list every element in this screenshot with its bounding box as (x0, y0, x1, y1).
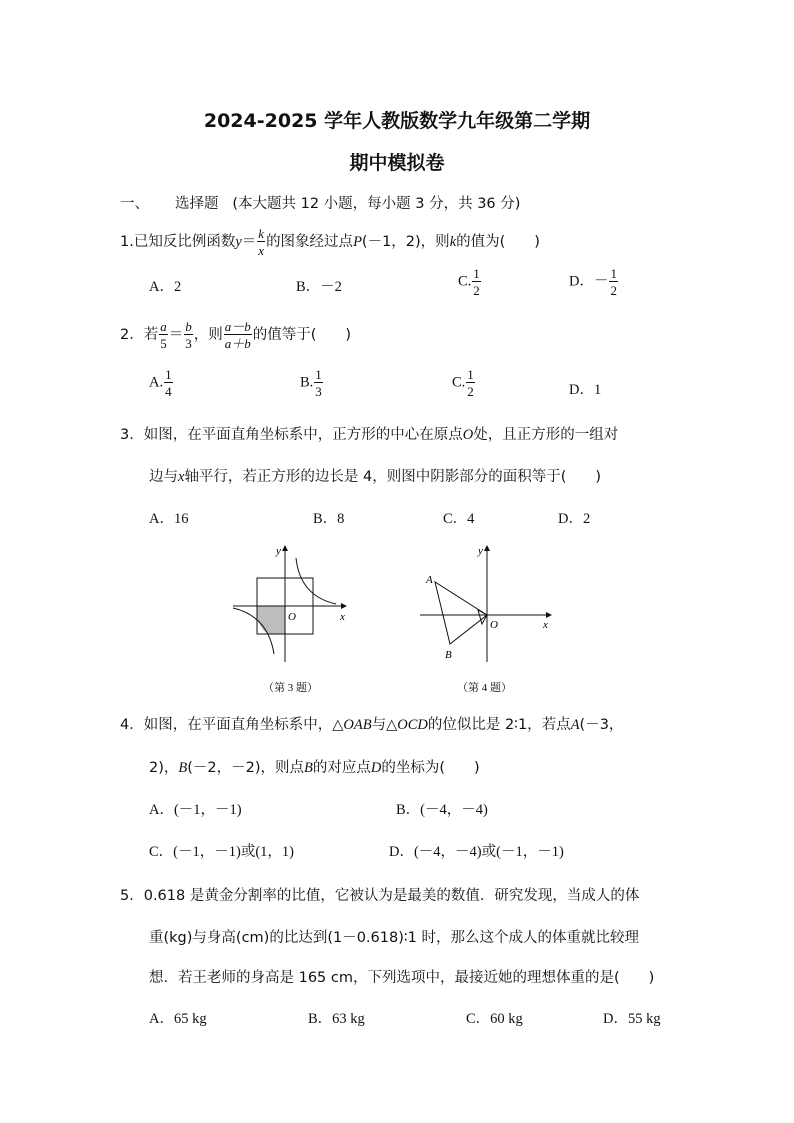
q2-c-den: 2 (467, 384, 474, 399)
q1-frac-den: x (258, 243, 265, 258)
q2-equals: ＝ (168, 327, 184, 343)
fig4-point-a-label: A (426, 574, 433, 586)
q1-d-num: 1 (610, 266, 617, 281)
q1-option-b: B．－2 (296, 279, 342, 295)
q2-c-num: 1 (467, 367, 474, 382)
q1-option-d (569, 267, 619, 297)
q2-main-den: a＋b (224, 336, 251, 351)
q2-frac-a5 (159, 320, 168, 350)
q1-c-fraction (472, 267, 481, 297)
fig4-point-b-label: B (445, 649, 452, 661)
q2-b-label: B. (300, 374, 314, 391)
q4-line2-b: (－2，－2)，则点 (187, 760, 305, 776)
section-name: 选择题 (175, 196, 219, 212)
q5-option-a: A．65 kg (149, 1011, 207, 1027)
q3-x: x (178, 469, 185, 485)
fig3-shaded-region (257, 606, 285, 634)
question-5-line3: 想．若王老师的身高是 165 cm，下列选项中，最接近她的理想体重的是( ) (149, 970, 655, 986)
q3-option-a: A．16 (149, 511, 189, 527)
q2-a-den: 4 (165, 384, 172, 399)
fig3-origin-label: O (288, 611, 296, 623)
q3-line1-b: 处，且正方形的一组对 (473, 427, 619, 443)
q3-line2-b: 轴平行，若正方形的边长是 4，则图中阴影部分的面积等于( ) (184, 469, 602, 485)
q4-option-b: B．(－4，－4) (396, 802, 488, 818)
fig4-y-label: y (478, 545, 483, 557)
q5-option-d: D．55 kg (603, 1011, 661, 1027)
q4-triangle-ocd: △OCD (386, 717, 428, 733)
q1-point-p: P (353, 234, 362, 250)
q1-d-fraction (609, 267, 618, 297)
question-3-line1 (120, 423, 618, 444)
page-subtitle: 期中模拟卷 (349, 152, 445, 174)
q4-triangle-oab: △OAB (332, 717, 372, 733)
q1-prefix: 1.已知反比例函数 (120, 234, 236, 250)
q1-equals: ＝ (241, 234, 257, 250)
q2-b-den: 3 (315, 384, 322, 399)
q4-point-b2: B (304, 760, 313, 776)
q4-line1-c: 的位似比是 2∶1，若点 (427, 717, 571, 733)
q1-y-var: y (235, 234, 242, 250)
question-5-line2: 重(kg)与身高(cm)的比达到(1－0.618)∶1 时，那么这个成人的体重就比较理 (149, 930, 639, 946)
q5-option-c: C．60 kg (466, 1011, 523, 1027)
figure-3 (228, 540, 358, 670)
q4-line1-a: 4．如图，在平面直角坐标系中， (120, 717, 333, 733)
q1-k-var: k (449, 234, 457, 250)
q4-point-b: B (178, 760, 188, 776)
q3-origin: O (462, 427, 474, 443)
fig3-hyperbola-q1 (296, 558, 336, 604)
q2-option-d: D．1 (569, 382, 602, 398)
q4-line2-a: 2)， (149, 760, 179, 776)
fig3-x-label: x (340, 611, 345, 623)
fig4-origin-label: O (490, 619, 498, 631)
q4-line1-b: 与 (371, 717, 387, 733)
q2-c-label: C. (452, 374, 466, 391)
q2-five: 5 (160, 336, 167, 351)
q2-option-a (149, 368, 174, 398)
q3-option-d: D．2 (558, 511, 591, 527)
q1-d-label: D．－ (569, 273, 609, 290)
q4-line1-d: (－3， (579, 717, 624, 733)
q2-c-fraction (466, 368, 475, 398)
q3-option-c: C．4 (443, 511, 475, 527)
fig3-y-label: y (276, 545, 281, 557)
fig3-caption: （第 3 题） (263, 682, 318, 694)
fig4-x-label: x (543, 619, 548, 631)
q3-line2-a: 边与 (149, 469, 178, 485)
q1-option-c (458, 267, 482, 297)
q3-line1-a: 3．如图，在平面直角坐标系中，正方形的中心在原点 (120, 427, 463, 443)
q2-three: 3 (185, 336, 192, 351)
q1-mid: 的图象经过点 (266, 234, 354, 250)
q2-frac-main (224, 320, 252, 350)
section-number: 一、 (120, 196, 149, 212)
figure-4 (415, 540, 560, 670)
question-4-line2 (149, 756, 480, 777)
q2-then: ，则 (193, 327, 223, 343)
question-5-line1: 5．0.618 是黄金分割率的比值，它被认为是最美的数值．研究发现，当成人的体 (120, 888, 640, 904)
q4-option-d: D．(－4，－4)或(－1，－1) (389, 844, 564, 860)
q1-d-den: 2 (610, 283, 617, 298)
question-4-line1 (120, 713, 623, 734)
q2-a-num: 1 (165, 367, 172, 382)
fig4-triangle-ocd (478, 610, 487, 624)
q2-frac-b3 (184, 320, 193, 350)
section-note: (本大题共 12 小题，每小题 3 分，共 36 分) (232, 196, 521, 212)
q2-main-num: a－b (224, 319, 251, 334)
q2-a-fraction (164, 368, 173, 398)
q1-coords: (－1，2)，则 (361, 234, 450, 250)
q3-option-b: B．8 (313, 511, 345, 527)
q1-fraction (257, 227, 265, 257)
q4-line2-d: 的坐标为( ) (381, 760, 480, 776)
q1-option-a: A．2 (149, 279, 182, 295)
q4-point-a: A (570, 717, 580, 733)
q4-option-c: C．(－1，－1)或(1，1) (149, 844, 294, 860)
q1-c-label: C. (458, 273, 472, 290)
q2-b: b (185, 319, 192, 334)
fig4-caption: （第 4 题） (457, 682, 512, 694)
q1-c-num: 1 (473, 266, 480, 281)
q4-point-d: D (370, 760, 382, 776)
q1-suffix: 的值为( ) (456, 234, 540, 250)
q1-frac-num: k (258, 226, 265, 241)
q2-a-label: A. (149, 374, 164, 391)
q2-suffix: 的值等于( ) (252, 327, 352, 343)
question-1-stem (120, 227, 540, 257)
q1-c-den: 2 (473, 283, 480, 298)
q2-b-num: 1 (315, 367, 322, 382)
q5-option-b: B．63 kg (308, 1011, 365, 1027)
q2-b-fraction (314, 368, 323, 398)
page-title: 2024-2025 学年人教版数学九年级第二学期 (203, 110, 591, 132)
section-header (120, 192, 520, 213)
q2-option-c (452, 368, 476, 398)
question-2-stem (120, 320, 351, 350)
question-3-line2 (149, 465, 601, 486)
q4-line2-c: 的对应点 (312, 760, 371, 776)
q2-a: a (160, 319, 167, 334)
q4-option-a: A．(－1，－1) (149, 802, 242, 818)
q2-prefix: 2．若 (120, 327, 159, 343)
q2-option-b (300, 368, 324, 398)
